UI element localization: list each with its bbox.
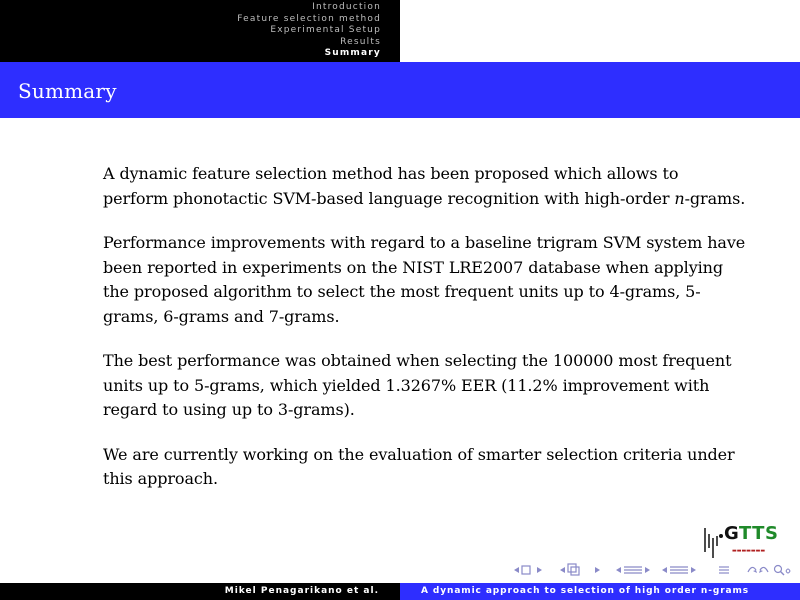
header-right-blank xyxy=(400,0,800,62)
nav-frame-next-icon[interactable] xyxy=(534,562,546,578)
footer-author: Mikel Penagarikano et al. xyxy=(224,586,379,596)
section-link-experimental-setup[interactable]: Experimental Setup xyxy=(270,25,381,35)
section-link-introduction[interactable]: Introduction xyxy=(312,2,381,12)
summary-paragraph-4: We are currently working on the evaluation of smarter selection criteria under this approach. xyxy=(103,444,735,488)
nav-section-prev-icon[interactable] xyxy=(612,562,654,578)
nav-align-icon[interactable] xyxy=(716,562,732,578)
beamer-navigation-symbols xyxy=(508,562,793,580)
gtts-logo xyxy=(702,522,794,562)
nav-search-icon[interactable] xyxy=(744,562,792,578)
footer-title-bar xyxy=(400,583,800,600)
nav-subsection-prev-icon[interactable] xyxy=(556,562,592,578)
nav-frame-prev-icon[interactable] xyxy=(508,562,534,578)
gtts-logo-subtext: ▬▬▬▬▬▬▬ xyxy=(732,548,766,554)
gtts-logo-icon xyxy=(702,522,724,558)
slide-body xyxy=(103,162,748,512)
footer-author-bar xyxy=(0,583,400,600)
summary-paragraph-1-text: A dynamic feature selection method has been proposed which allows to perform phonotactic SVM-based language recognition with high-order n-grams. xyxy=(103,164,746,208)
summary-paragraph-2: Performance improvements with regard to a baseline trigram SVM system have been reported in experiments on the NIST LRE2007 database when applying the proposed algorithm to select the most frequent units up to 4-grams, 5-grams, 6-grams and 7-grams. xyxy=(103,233,746,326)
summary-paragraph-1 xyxy=(103,162,748,211)
section-list xyxy=(237,2,381,60)
section-link-feature-selection-method[interactable]: Feature selection method xyxy=(237,13,381,24)
summary-paragraph-3: The best performance was obtained when selecting the 100000 most frequent units up to 5-grams, which yielded 1.3267% EER (11.2% improvement with regard to using up to 3-grams). xyxy=(103,351,732,419)
section-link-results[interactable]: Results xyxy=(340,36,381,47)
footer-title: A dynamic approach to selection of high order n-grams xyxy=(421,586,750,596)
gtts-logo-text: GTTS xyxy=(724,523,779,544)
frame-title-bar xyxy=(0,62,800,118)
frame-title: Summary xyxy=(18,79,117,103)
nav-section-next-icon[interactable] xyxy=(658,562,700,578)
header-section-nav xyxy=(0,0,400,62)
section-link-summary[interactable]: Summary xyxy=(324,48,381,58)
nav-subsection-next-icon[interactable] xyxy=(592,562,604,578)
